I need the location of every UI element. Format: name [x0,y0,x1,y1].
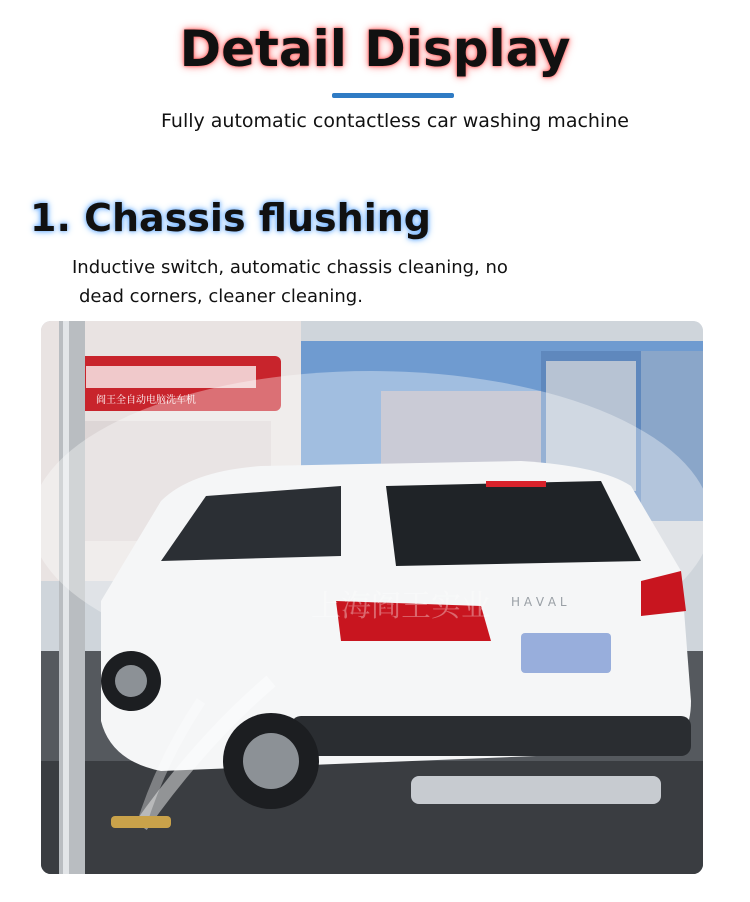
title-underline [332,93,454,98]
description-line-2: dead corners, cleaner cleaning. [79,286,363,307]
car-badge: H A V A L [511,595,567,609]
page-subtitle: Fully automatic contactless car washing machine [161,110,629,132]
banner-text: 阎王全自动电脑洗车机 [96,395,196,406]
photo-watermark: 上海阎王实业 [311,589,491,624]
page-title: Detail Display [179,20,571,78]
car-wash-photo [41,321,703,874]
section-description [72,253,592,311]
section-heading: 1. Chassis flushing [30,196,431,240]
description-line-1: Inductive switch, automatic chassis cleaning, no [72,257,508,278]
